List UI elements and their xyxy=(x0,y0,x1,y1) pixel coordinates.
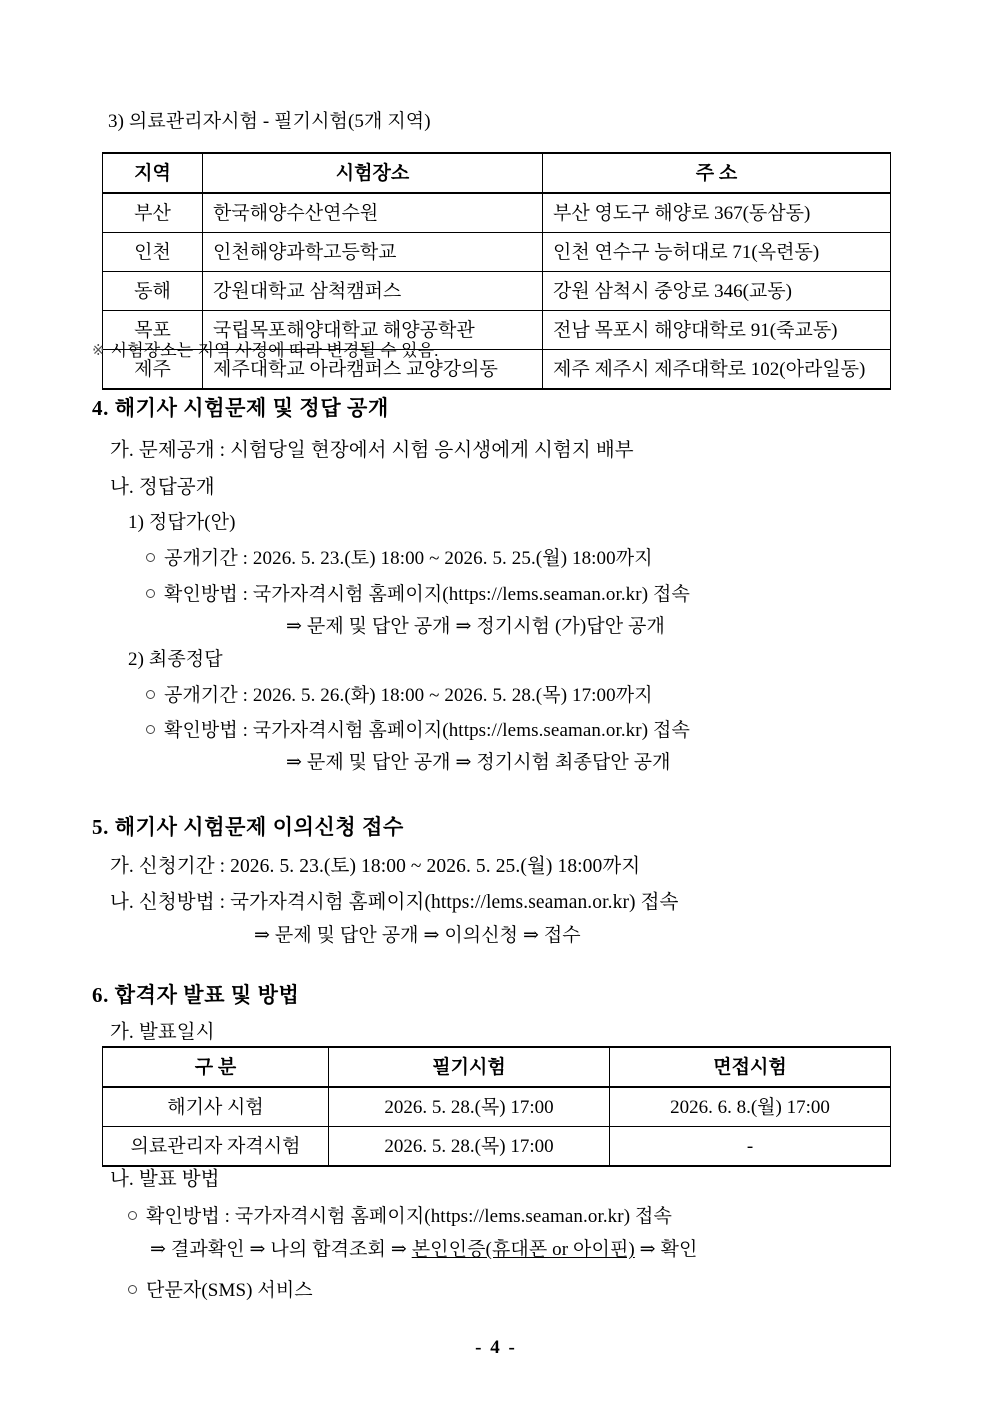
section-4-heading: 4. 해기사 시험문제 및 정답 공개 xyxy=(92,396,389,420)
section-4-item-b: 나. 정답공개 xyxy=(110,477,215,498)
section-5-item-a: 가. 신청기간 : 2026. 5. 23.(토) 18:00 ~ 2026. 5. 25.(월) 18:00까지 xyxy=(110,856,641,877)
section-6-heading: 6. 합격자 발표 및 방법 xyxy=(92,983,300,1007)
column-header-venue: 시험장소 xyxy=(203,153,543,193)
venue-section-heading: 3) 의료관리자시험 - 필기시험(5개 지역) xyxy=(108,111,431,132)
circle-bullet-icon xyxy=(146,589,155,598)
cell-venue: 강원대학교 삼척캠퍼스 xyxy=(203,272,543,311)
venue-note-text: 시험장소는 지역 사정에 따라 변경될 수 있음. xyxy=(110,341,439,360)
cell-address: 전남 목포시 해양대학로 91(죽교동) xyxy=(543,311,891,350)
section-6-item-b: 나. 발표 방법 xyxy=(110,1169,220,1190)
column-header-written-exam: 필기시험 xyxy=(329,1047,610,1087)
section-4-item-a: 가. 문제공개 : 시험당일 현장에서 시험 응시생에게 시험지 배부 xyxy=(110,440,634,461)
cell-region: 목포 xyxy=(103,311,203,350)
cell-address: 부산 영도구 해양로 367(동삼동) xyxy=(543,193,891,233)
section-6-b-method xyxy=(128,1207,672,1226)
section-6-b-method-text: 확인방법 : 국가자격시험 홈페이지(https://lems.seaman.or.kr) 접속 xyxy=(146,1206,672,1227)
circle-bullet-icon xyxy=(146,690,155,699)
section-5-item-b: 나. 신청방법 : 국가자격시험 홈페이지(https://lems.seaman.or.kr) 접속 xyxy=(110,892,679,913)
cell-region: 제주 xyxy=(103,350,203,390)
table-row xyxy=(103,272,891,311)
section-4-sub1-period-text: 공개기간 : 2026. 5. 23.(토) 18:00 ~ 2026. 5. 25.(월) 18:00까지 xyxy=(164,548,653,569)
section-5-item-b-path: ⇒ 문제 및 답안 공개 ⇒ 이의신청 ⇒ 접수 xyxy=(254,925,581,946)
table-row xyxy=(103,1127,891,1167)
section-4-sub2-period-text: 공개기간 : 2026. 5. 26.(화) 18:00 ~ 2026. 5. 28.(목) 17:00까지 xyxy=(164,685,653,706)
cell-venue: 한국해양수산연수원 xyxy=(203,193,543,233)
announcement-schedule-table xyxy=(102,1046,891,1167)
table-header-row xyxy=(103,153,891,193)
cell-address: 제주 제주시 제주대학로 102(아라일동) xyxy=(543,350,891,390)
circle-bullet-icon xyxy=(128,1285,137,1294)
section-6-b-path xyxy=(150,1240,697,1259)
section-5-heading: 5. 해기사 시험문제 이의신청 접수 xyxy=(92,815,404,839)
cell-category: 해기사 시험 xyxy=(103,1087,329,1127)
cell-address: 강원 삼척시 중앙로 346(교동) xyxy=(543,272,891,311)
section-4-sub1-period xyxy=(146,549,653,568)
section-4-sub1-method-text: 확인방법 : 국가자격시험 홈페이지(https://lems.seaman.or.kr) 접속 xyxy=(164,584,690,605)
venue-note xyxy=(92,342,439,359)
cell-venue: 국립목포해양대학교 해양공학관 xyxy=(203,311,543,350)
circle-bullet-icon xyxy=(128,1211,137,1220)
section-6-b-path-identity-verification: 본인인증(휴대폰 or 아이핀) xyxy=(411,1239,635,1260)
page-number: - 4 - xyxy=(475,1337,517,1358)
table-header-row xyxy=(103,1047,891,1087)
table-row xyxy=(103,193,891,233)
section-4-sub1-method xyxy=(146,585,690,604)
cell-region: 인천 xyxy=(103,233,203,272)
circle-bullet-icon xyxy=(146,725,155,734)
section-4-sub2-period xyxy=(146,686,653,705)
section-4-sub2-method xyxy=(146,721,690,740)
section-4-sub2-path: ⇒ 문제 및 답안 공개 ⇒ 정기시험 최종답안 공개 xyxy=(286,752,671,773)
cell-address: 인천 연수구 능허대로 71(옥련동) xyxy=(543,233,891,272)
reference-mark-icon: ※ xyxy=(92,343,105,359)
cell-region: 부산 xyxy=(103,193,203,233)
column-header-region: 지역 xyxy=(103,153,203,193)
cell-category: 의료관리자 자격시험 xyxy=(103,1127,329,1167)
section-4-sub2-method-text: 확인방법 : 국가자격시험 홈페이지(https://lems.seaman.or.kr) 접속 xyxy=(164,720,690,741)
column-header-category: 구 분 xyxy=(103,1047,329,1087)
cell-interview-date: - xyxy=(610,1127,891,1167)
section-6-b-sms-text: 단문자(SMS) 서비스 xyxy=(146,1280,313,1301)
column-header-interview-exam: 면접시험 xyxy=(610,1047,891,1087)
cell-venue: 제주대학교 아라캠퍼스 교양강의동 xyxy=(203,350,543,390)
section-4-sub1-label: 1) 정답가(안) xyxy=(128,512,236,533)
cell-region: 동해 xyxy=(103,272,203,311)
section-4-sub1-path: ⇒ 문제 및 답안 공개 ⇒ 정기시험 (가)답안 공개 xyxy=(286,616,665,637)
column-header-address: 주 소 xyxy=(543,153,891,193)
section-6-b-path-post: ⇒ 확인 xyxy=(634,1239,698,1260)
cell-interview-date: 2026. 6. 8.(월) 17:00 xyxy=(610,1087,891,1127)
section-6-b-path-pre: ⇒ 결과확인 ⇒ 나의 합격조회 ⇒ xyxy=(150,1239,412,1260)
cell-written-date: 2026. 5. 28.(목) 17:00 xyxy=(329,1127,610,1167)
cell-venue: 인천해양과학고등학교 xyxy=(203,233,543,272)
table-row xyxy=(103,1087,891,1127)
table-row xyxy=(103,233,891,272)
section-6-b-sms xyxy=(128,1281,313,1300)
section-6-item-a: 가. 발표일시 xyxy=(110,1022,215,1043)
cell-written-date: 2026. 5. 28.(목) 17:00 xyxy=(329,1087,610,1127)
circle-bullet-icon xyxy=(146,553,155,562)
section-4-sub2-label: 2) 최종정답 xyxy=(128,649,223,670)
